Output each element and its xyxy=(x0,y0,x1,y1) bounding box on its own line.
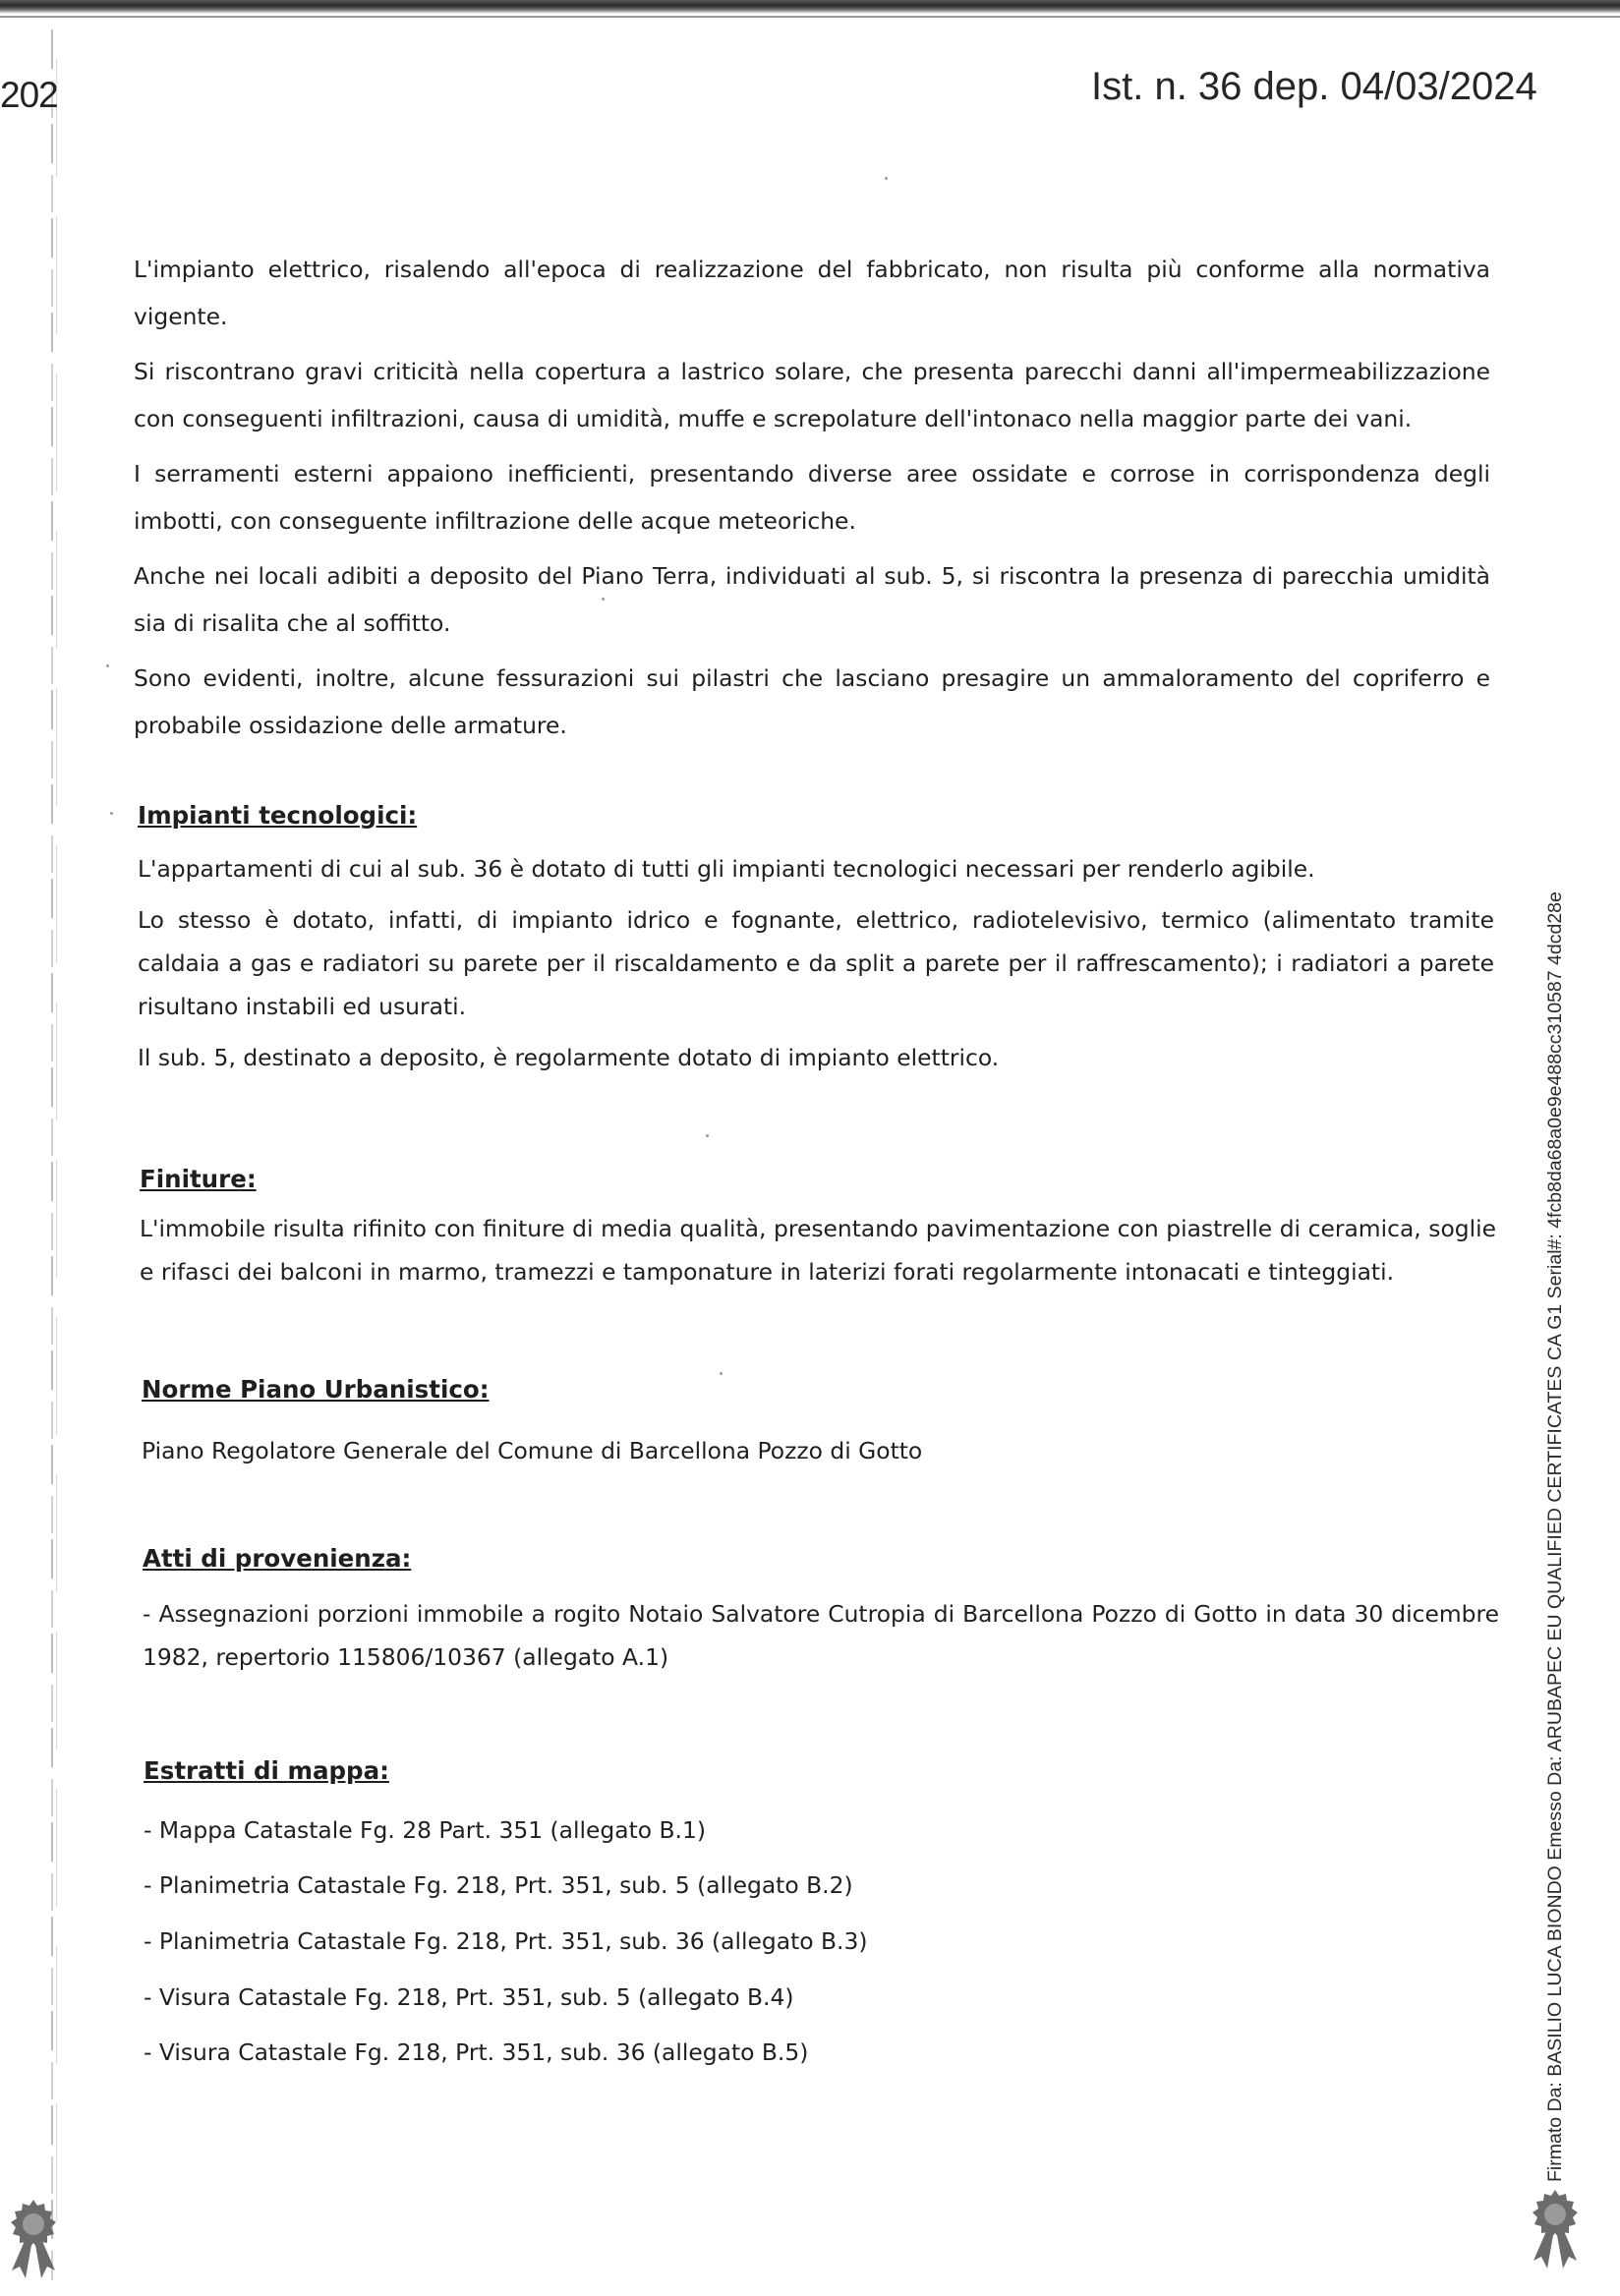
deposit-stamp: Ist. n. 36 dep. 04/03/2024 xyxy=(1091,65,1537,108)
seal-icon xyxy=(8,2198,59,2280)
section-title: Finiture: xyxy=(140,1165,257,1193)
section-impianti xyxy=(138,796,1494,1081)
scan-speck xyxy=(706,1134,709,1137)
page-number: 202 xyxy=(0,75,58,115)
scan-top-border xyxy=(0,0,1620,14)
section-finiture xyxy=(140,1160,1496,1293)
digital-signature-text: Firmato Da: BASILIO LUCA BIONDO Emesso Da: ARUBAPEC EU QUALIFIED CERTIFICATES CA G1 Serial#: 4fcb8da68a0e9e488cc310587 4dcd28e xyxy=(1544,891,1566,2182)
paragraph: L'impianto elettrico, risalendo all'epoca di realizzazione del fabbricato, non risulta più conforme alla normativa vigente. xyxy=(134,256,1490,330)
list-item: - Planimetria Catastale Fg. 218, Prt. 351, sub. 5 (allegato B.2) xyxy=(144,1871,853,1899)
body-text xyxy=(134,246,1490,751)
scan-speck xyxy=(885,177,888,180)
section-line: Piano Regolatore Generale del Comune di Barcellona Pozzo di Gotto xyxy=(142,1437,923,1464)
section-line: Lo stesso è dotato, infatti, di impianto idrico e fognante, elettrico, radiotelevisivo, termico (alimentato tramite caldaia a gas e radiatori su parete per il riscaldamento e da split a parete per il raffrescamento); i radiatori a parete risultano instabili ed usurati. xyxy=(138,906,1494,1020)
list-item: - Mappa Catastale Fg. 28 Part. 351 (allegato B.1) xyxy=(144,1816,706,1844)
list-item: - Visura Catastale Fg. 218, Prt. 351, sub. 5 (allegato B.4) xyxy=(144,1983,794,2011)
section-title: Impianti tecnologici: xyxy=(138,801,418,830)
section-title: Atti di provenienza: xyxy=(143,1544,412,1573)
scan-left-edge xyxy=(51,29,53,2280)
paragraph: I serramenti esterni appaiono inefficienti, presentando diverse aree ossidate e corrose in corrispondenza degli imbotti, con conseguente infiltrazione delle acque meteoriche. xyxy=(134,460,1490,535)
scan-speck xyxy=(106,664,109,667)
scan-speck xyxy=(602,598,605,601)
paragraph: Sono evidenti, inoltre, alcune fessurazioni sui pilastri che lasciano presagire un ammaloramento del copriferro e probabile ossidazione delle armature. xyxy=(134,664,1490,739)
section-line: - Assegnazioni porzioni immobile a rogito Notaio Salvatore Cutropia di Barcellona Pozzo di Gotto in data 30 dicembre 1982, repertorio 115806/10367 (allegato A.1) xyxy=(143,1600,1499,1671)
scan-speck xyxy=(110,812,113,815)
paragraph: Si riscontrano gravi criticità nella copertura a lastrico solare, che presenta parecchi danni all'impermeabilizzazione con conseguenti infiltrazioni, causa di umidità, muffe e screpolature dell'intonaco nella maggior parte dei vani. xyxy=(134,358,1490,432)
scan-top-border-line xyxy=(0,16,1620,18)
section-norme xyxy=(142,1370,1498,1474)
section-line: L'immobile risulta rifinito con finiture di media qualità, presentando pavimentazione con piastrelle di ceramica, soglie e rifasci dei balconi in marmo, tramezzi e tamponature in laterizi forati regolarmente intonacati e tinteggiati. xyxy=(140,1215,1496,1286)
seal-icon xyxy=(1530,2188,1581,2270)
list-item: - Visura Catastale Fg. 218, Prt. 351, sub. 36 (allegato B.5) xyxy=(144,2038,809,2066)
section-line: L'appartamenti di cui al sub. 36 è dotato di tutti gli impianti tecnologici necessari per renderlo agibile. xyxy=(138,855,1315,883)
section-title: Estratti di mappa: xyxy=(144,1756,389,1785)
scan-speck xyxy=(720,1372,723,1375)
section-title: Norme Piano Urbanistico: xyxy=(142,1375,490,1404)
scan-left-edge-secondary xyxy=(56,59,57,2221)
section-estratti xyxy=(144,1751,1500,2080)
section-atti xyxy=(143,1539,1499,1679)
list-item: - Planimetria Catastale Fg. 218, Prt. 351, sub. 36 (allegato B.3) xyxy=(144,1927,868,1955)
section-line: Il sub. 5, destinato a deposito, è regolarmente dotato di impianto elettrico. xyxy=(138,1044,1000,1071)
paragraph: Anche nei locali adibiti a deposito del Piano Terra, individuati al sub. 5, si riscontra la presenza di parecchia umidità sia di risalita che al soffitto. xyxy=(134,562,1490,637)
